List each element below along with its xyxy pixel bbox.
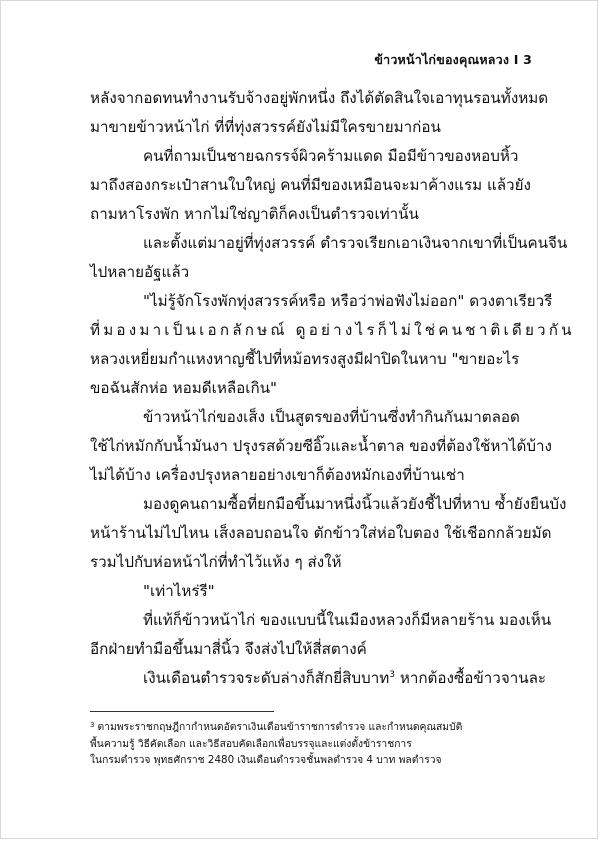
footnote-reference[interactable]: 3 [389, 670, 395, 680]
paragraph-9 [90, 664, 547, 693]
text-line: คนที่ถามเป็นชายฉกรรจ์ผิวคร้ามแดด มือมีข้าวของหอบหิ้ว [143, 147, 519, 165]
text-line: มาขายข้าวหน้าไก่ ที่ที่ทุ่งสวรรค์ยังไม่มีใครขายมาก่อน [90, 118, 441, 136]
text-line: ไปหลายอัฐแล้ว [90, 263, 190, 281]
paragraph-3 [90, 229, 568, 287]
paragraph-6 [90, 490, 567, 577]
text-line: อีกฝ่ายทำมือขึ้นมาสี่นิ้ว จึงส่งไปให้สี่สตางค์ [90, 640, 367, 658]
footnote-line: ในกรมตำรวจ พุทธศักราช 2480 เงินเดือนตำรวจชั้นพลตำรวจ 4 บาท พลตำรวจ [90, 754, 442, 766]
text-line: หลังจากอดทนทำงานรับจ้างอยู่พักหนึ่ง ถึงได้ตัดสินใจเอาทุนรอนทั้งหมด [90, 89, 549, 107]
running-header: ข้าวหน้าไก่ของคุณหลวง I 3 [374, 52, 532, 67]
footnote-mark: 3 [90, 721, 95, 729]
text-line: รวมไปกับห่อหน้าไก่ที่ทำไว้แห้ง ๆ ส่งให้ [90, 553, 342, 571]
text-line: ที่มองมาเป็นเอกลักษณ์ ดูอย่างไรก็ไม่ใช่คนชาติเดียวกัน [90, 321, 575, 339]
text-line: ไม่ได้บ้าง เครื่องปรุงหลายอย่างเขาก็ต้องหมักเองที่บ้านเช่า [90, 466, 465, 484]
footnote-line [90, 717, 530, 736]
footnote-divider [90, 711, 274, 712]
body-text [90, 84, 575, 693]
footnote-text: ตามพระราชกฤษฎีกากำหนดอัตราเงินเดือนข้าราชการตำรวจ และกำหนดคุณสมบัติ [97, 721, 463, 733]
text-line: ขอฉันสักห่อ หอมดีเหลือเกิน" [90, 379, 278, 397]
text-line: ที่แท้ก็ข้าวหน้าไก่ ของแบบนี้ในเมืองหลวงก็มีหลายร้าน มองเห็น [143, 611, 552, 629]
paragraph-7 [90, 577, 530, 606]
text-line: หน้าร้านไม่ไปไหน เส็งลอบถอนใจ ตักข้าวใส่ห่อใบตอง ใช้เชือกกล้วยมัด [90, 524, 552, 542]
paragraph-2 [90, 142, 530, 229]
text-line: "ไม่รู้จักโรงพักทุ่งสวรรค์หรือ หรือว่าพ่อฟังไม่ออก" ดวงตาเรียวรี [143, 292, 553, 310]
text-line: ใช้ไก่หมักกับน้ำมันงา ปรุงรสด้วยซีอิ๊วและน้ำตาล ของที่ต้องใช้หาได้บ้าง [90, 437, 552, 455]
text-line: มาถึงสองกระเป๋าสานใบใหญ่ คนที่มีของเหมือนจะมาค้างแรม แล้วยัง [90, 176, 531, 194]
paragraph-4 [90, 287, 575, 403]
text-segment: หากต้องซื้อข้าวจานละ [399, 669, 547, 687]
text-line: มองดูคนถามซื้อที่ยกมือขึ้นมาหนึ่งนิ้วแล้วยังชี้ไปที่หาบ ซ้ำยังยืนบัง [143, 495, 567, 513]
text-line: ข้าวหน้าไก่ของเส็ง เป็นสูตรของที่บ้านซึ่งทำกินกันมาตลอด [143, 408, 520, 426]
paragraph-5 [90, 403, 552, 490]
paragraph-8 [90, 606, 552, 664]
text-line: ถามหาโรงพัก หากไม่ใช่ญาติก็คงเป็นตำรวจเท่านั้น [90, 205, 419, 223]
text-line: "เท่าไหร่รี" [143, 582, 215, 600]
text-line: และตั้งแต่มาอยู่ที่ทุ่งสวรรค์ ตำรวจเรียกเอาเงินจากเขาที่เป็นคนจีน [143, 234, 568, 252]
text-line: หลวงเหยี่ยมกำแหงหาญชี้ไปที่หม้อทรงสูงมีฝาปิดในหาบ "ขายอะไร [90, 350, 520, 368]
paragraph-1 [90, 84, 549, 142]
text-segment: เงินเดือนตำรวจระดับล่างก็สักยี่สิบบาท [143, 669, 390, 687]
footnote [90, 717, 530, 769]
footnote-line: พื้นความรู้ วิธีคัดเลือก และวิธีสอบคัดเลือกเพื่อบรรจุและแต่งตั้งข้าราชการ [90, 737, 412, 750]
text-line [90, 664, 547, 693]
